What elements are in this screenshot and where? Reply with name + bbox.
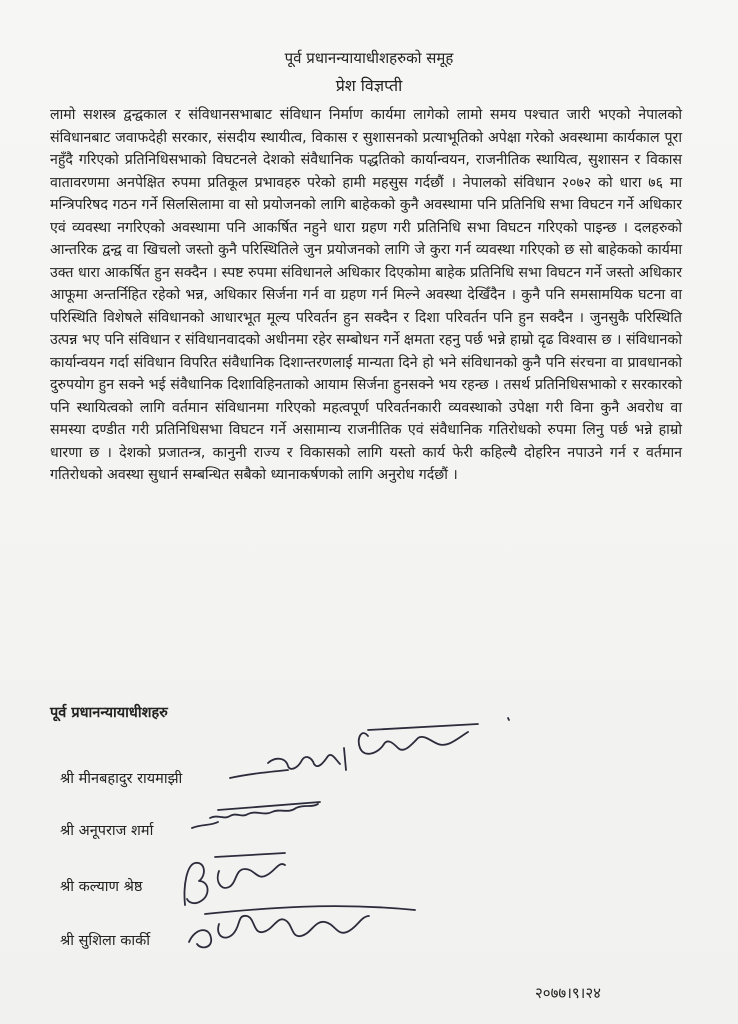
group-title: पूर्व प्रधानन्यायाधीशहरुको समूह: [284, 49, 454, 67]
signature-2: [190, 796, 330, 836]
signatories-title: पूर्व प्रधानन्यायाधीशहरु: [50, 705, 168, 721]
signature-1: [228, 708, 528, 788]
statement-paragraph: लामो सशस्त्र द्वन्द्वकाल र संविधानसभाबाट संविधान निर्माण कार्यमा लागेको लामो समय पश्चात जारी भएको नेपालको संविधानबाट जवाफदेही सरकार, संसदीय स्थायीत्व, विकास र सुशासनको प्रत्याभूतिको अपेक्षा गरेको अवस्थामा कार्यकाल पूरा नहुँदै गरिएको प्रतिनिधिसभाको विघटनले देशको संवैधानिक पद्धतिको कार्यान्वयन, राजनीतिक स्थायित्व, सुशासन र विकास वातावरणमा अनपेक्षित रुपमा प्रतिकूल प्रभावहरु परेको हामी महसुस गर्दछौं । नेपालको संविधान २०७२ को धारा ७६ मा मन्त्रिपरिषद गठन गर्ने सिलसिलामा वा सो प्रयोजनको लागि बाहेकको कुनै अवस्थामा पनि प्रतिनिधि सभा विघटन गर्ने अधिकार एवं व्यवस्था नगरिएको अवस्थामा पनि आकर्षित नहुने धारा ग्रहण गरी प्रतिनिधि सभा विघटन गरिएको पाइन्छ । दलहरुको आन्तरिक द्वन्द्व वा खिचलो जस्तो कुनै परिस्थितिले जुन प्रयोजनको लागि जे कुरा गर्न व्यवस्था गरिएको छ सो बाहेकको कार्यमा उक्त धारा आकर्षित हुन सक्दैन । स्पष्ट रुपमा संविधानले अधिकार दिएकोमा बाहेक प्रतिनिधि सभा विघटन गर्ने जस्तो अधिकार आफूमा अन्तर्निहित रहेको भन्न, अधिकार सिर्जना गर्न वा ग्रहण गर्न मिल्ने अवस्था देखिँदैन । कुनै पनि समसामयिक घटना वा परिस्थिति विशेषले संविधानको आधारभूत मूल्य परिवर्तन हुन सक्दैन र दिशा परिवर्तन पनि हुन सक्दैन । जुनसुकै परिस्थिति उत्पन्न भए पनि संविधान र संविधानवादको अधीनमा रहेर सम्बोधन गर्ने क्षमता रहनु पर्छ भन्ने हाम्रो दृढ विश्वास छ । संविधानको कार्यान्वयन गर्दा संविधान विपरित संवैधानिक दिशान्तरणलाई मान्यता दिने हो भने संविधानको कुनै पनि संरचना वा प्रावधानको दुरुपयोग हुन सक्ने भई संवैधानिक दिशाविहिनताको आयाम सिर्जना हुनसक्ने भय रहन्छ । तसर्थ प्रतिनिधिसभाको र सरकारको पनि स्थायित्वको लागि वर्तमान संविधानमा गरिएको महत्वपूर्ण परिवर्तनकारी व्यवस्थाको उपेक्षा गरी विना कुनै अवरोध वा समस्या दण्डीत गरी प्रतिनिधिसभा विघटन गर्ने असामान्य राजनीतिक एवं संवैधानिक गतिरोधको रुपमा लिनु पर्छ भन्ने हाम्रो धारणा छ । देशको प्रजातन्त्र, कानुनी राज्य र विकासको लागि यस्तो कार्य फेरी कहिल्यै दोहरिन नपाउने गर्न र वर्तमान गतिरोधको अवस्था सुधार्न सम्बन्धित सबैको ध्यानाकर्षणको लागि अनुरोध गर्दछौं ।: [50, 107, 682, 483]
document-type-title: प्रेश विज्ञप्ती: [335, 76, 403, 95]
signature-4: [185, 880, 425, 960]
statement-body: [50, 104, 682, 487]
signatory-name: श्री अनूपराज शर्मा: [60, 823, 154, 839]
signatory-name: श्री कल्याण श्रेष्ठ: [60, 879, 143, 895]
document-date: २०७७।९।२४: [535, 984, 601, 1002]
signatory-name: श्री सुशिला कार्की: [60, 933, 151, 949]
signatory-name: श्री मीनबहादुर रायमाझी: [60, 771, 183, 787]
